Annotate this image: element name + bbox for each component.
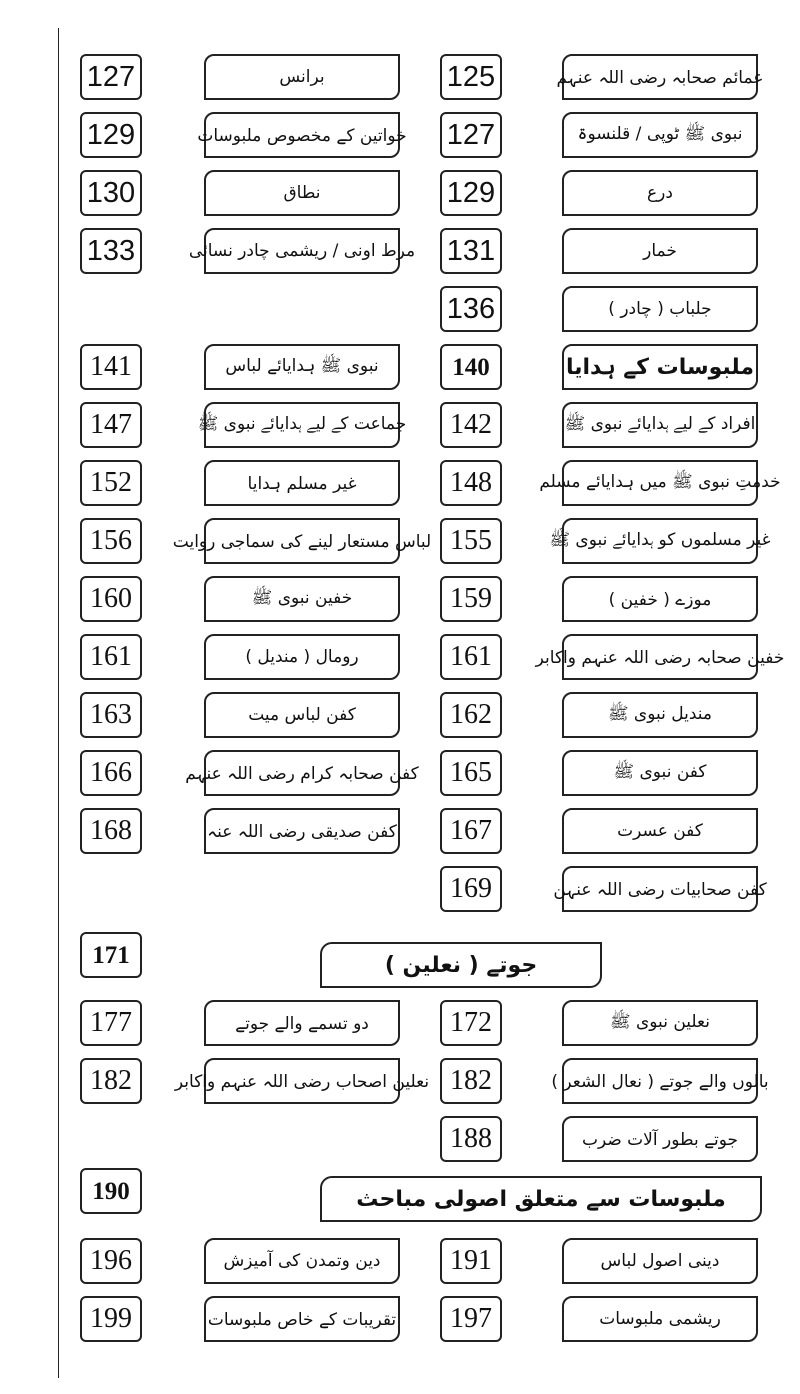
topic-title: کفن صحابہ کرام رضی اللہ عنہم [204,750,400,796]
topic-title: عمائم صحابہ رضی اللہ عنہم [562,54,758,100]
topic-title: خواتین کے مخصوص ملبوسات [204,112,400,158]
topic-title: لباس مستعار لینے کی سماجی روایت [204,518,400,564]
topic-title: جلباب ( چادر ) [562,286,758,332]
topic-title: نبوی ﷺ ٹوپی / قلنسوۃ [562,112,758,158]
topic-title: دین وتمدن کی آمیزش [204,1238,400,1284]
topic-title: کفن نبوی ﷺ [562,750,758,796]
page-number: 125 [440,54,502,100]
page-number: 160 [80,576,142,622]
topic-title: نبوی ﷺ ہدایائے لباس [204,344,400,390]
page-number: 166 [80,750,142,796]
page-number: 141 [80,344,142,390]
topic-title: نعلین اصحاب رضی اللہ عنہم واکابر [204,1058,400,1104]
page-number: 199 [80,1296,142,1342]
page-number: 182 [80,1058,142,1104]
topic-title: موزے ( خفین ) [562,576,758,622]
topic-title: دو تسمے والے جوتے [204,1000,400,1046]
topic-title: غیر مسلموں کو ہدایائے نبوی ﷺ [562,518,758,564]
page-number: 161 [440,634,502,680]
topic-title: کفن لباس میت [204,692,400,738]
page-number: 133 [80,228,142,274]
page-number: 161 [80,634,142,680]
page-number: 165 [440,750,502,796]
page-number: 127 [80,54,142,100]
topic-title: برانس [204,54,400,100]
topic-title: کفن صدیقی رضی اللہ عنہ [204,808,400,854]
topic-title: خدمتِ نبوی ﷺ میں ہدایائے مسلم [562,460,758,506]
page-number: 130 [80,170,142,216]
topic-title: کفن صحابیات رضی اللہ عنہن [562,866,758,912]
topic-title: درع [562,170,758,216]
section-heading: ملبوسات سے متعلق اصولی مباحث [320,1176,762,1222]
page-number: 197 [440,1296,502,1342]
topic-title: غیر مسلم ہدایا [204,460,400,506]
page-number: 196 [80,1238,142,1284]
page-number: 148 [440,460,502,506]
page-number: 156 [80,518,142,564]
page-number: 182 [440,1058,502,1104]
topic-title: دینی اصول لباس [562,1238,758,1284]
topic-title: تقریبات کے خاص ملبوسات [204,1296,400,1342]
page-number: 147 [80,402,142,448]
topic-title: خفین نبوی ﷺ [204,576,400,622]
topic-title: خفین صحابہ رضی اللہ عنہم واکابر [562,634,758,680]
page-number: 167 [440,808,502,854]
topic-title: نطاق [204,170,400,216]
topic-title: مندیل نبوی ﷺ [562,692,758,738]
page-number: 168 [80,808,142,854]
page-number: 177 [80,1000,142,1046]
page-number: 191 [440,1238,502,1284]
topic-title: مرط اونی / ریشمی چادر نسائی [204,228,400,274]
page-number: 131 [440,228,502,274]
topic-title: افراد کے لیے ہدایائے نبوی ﷺ [562,402,758,448]
topic-title: جوتے بطور آلات ضرب [562,1116,758,1162]
page-number: 159 [440,576,502,622]
page-number: 162 [440,692,502,738]
page-number: 172 [440,1000,502,1046]
topic-title: جماعت کے لیے ہدایائے نبوی ﷺ [204,402,400,448]
topic-title: خمار [562,228,758,274]
page-number: 152 [80,460,142,506]
topic-title: نعلین نبوی ﷺ [562,1000,758,1046]
topic-title: ریشمی ملبوسات [562,1296,758,1342]
page-number: 142 [440,402,502,448]
page-number: 155 [440,518,502,564]
section-page-number: 140 [440,344,502,390]
page-number: 188 [440,1116,502,1162]
page-number: 129 [80,112,142,158]
page-number: 169 [440,866,502,912]
section-heading: جوتے ( نعلین ) [320,942,602,988]
page-number: 129 [440,170,502,216]
topic-title: بالوں والے جوتے ( نعال الشعر ) [562,1058,758,1104]
page-number: 163 [80,692,142,738]
topic-title: کفن عسرت [562,808,758,854]
page-number: 136 [440,286,502,332]
section-heading: ملبوسات کے ہدایا [562,344,758,390]
section-page-number: 190 [80,1168,142,1214]
topic-title: رومال ( مندیل ) [204,634,400,680]
page-number: 127 [440,112,502,158]
section-page-number: 171 [80,932,142,978]
